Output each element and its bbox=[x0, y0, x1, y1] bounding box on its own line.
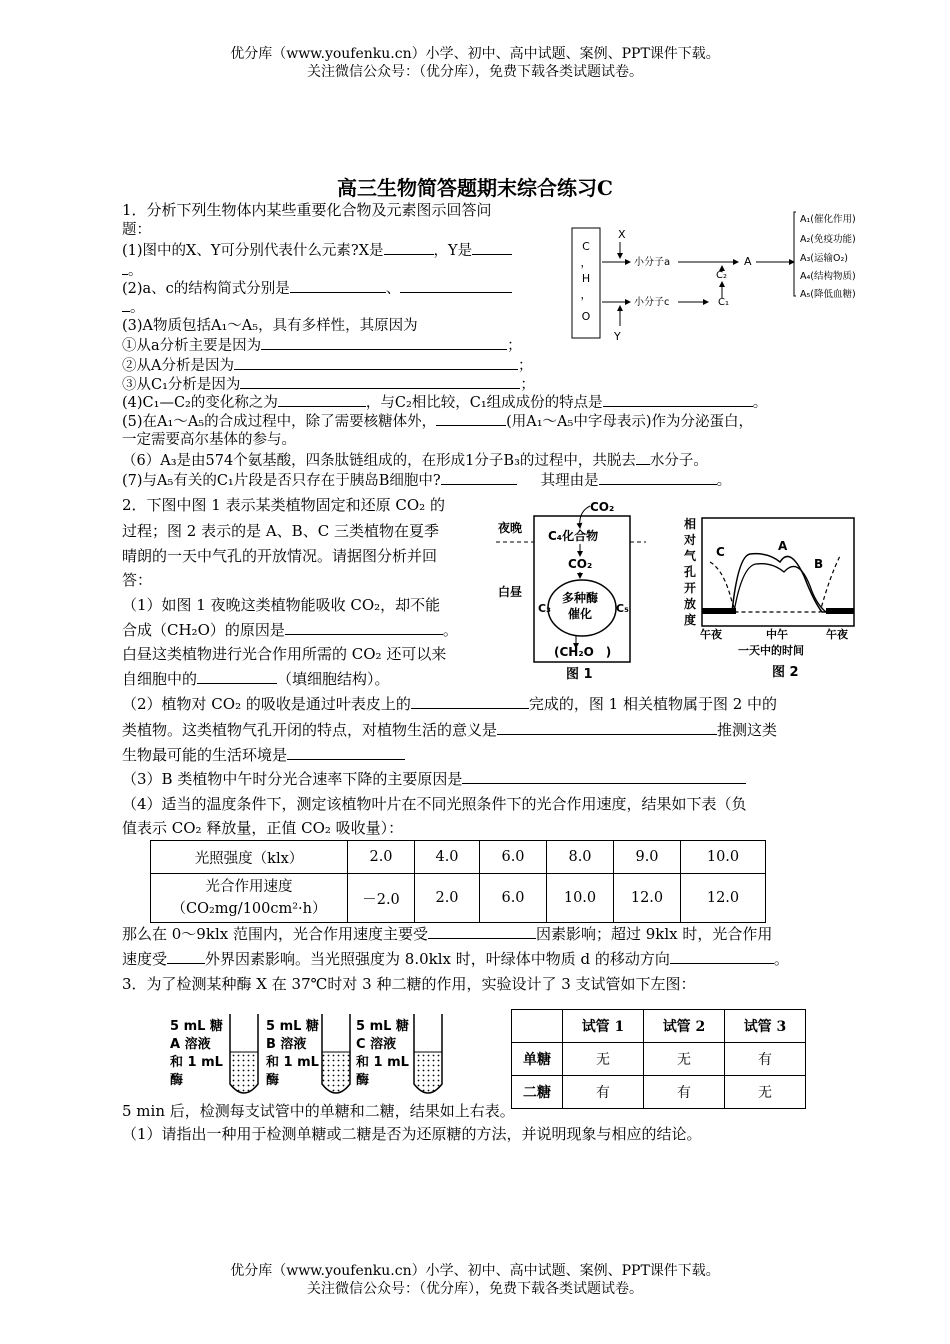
tube-3 bbox=[414, 1014, 442, 1093]
tube3-l4: 酶 bbox=[356, 1073, 370, 1088]
answer-blank[interactable] bbox=[234, 355, 518, 370]
q2-a1: （1）如图 1 夜晚这类植物能吸收 CO₂，却不能 bbox=[122, 596, 441, 614]
x-tick-noon: 中午 bbox=[766, 628, 788, 641]
answer-blank[interactable] bbox=[497, 720, 717, 735]
label-enzyme-1: 多种酶 bbox=[562, 591, 599, 605]
table-cell: 10.0 bbox=[681, 841, 766, 874]
table-cell: 单糖 bbox=[512, 1043, 563, 1076]
header-line-1: 优分库（www.youfenku.cn）小学、初中、高中试题、案例、PPT课件下载。 bbox=[230, 46, 720, 62]
q1-s2-end bbox=[122, 297, 145, 318]
q1-s2c: 。 bbox=[130, 300, 145, 316]
a-item: A₄(结构物质) bbox=[800, 271, 856, 282]
q2-a4 bbox=[122, 667, 390, 691]
x-axis-label: 一天中的时间 bbox=[738, 644, 804, 657]
y-label-char: 相 bbox=[684, 517, 697, 531]
label-curve-a: A bbox=[778, 539, 788, 553]
q1-s4a: (4)C₁—C₂的变化称之为 bbox=[122, 395, 278, 411]
label-c4: C₄化合物 bbox=[548, 529, 599, 543]
q1-s5b: (用A₁～A₅中字母表示)作为分泌蛋白， bbox=[506, 414, 753, 430]
answer-blank[interactable] bbox=[261, 335, 507, 350]
x-tick-midnight-left: 午夜 bbox=[700, 628, 722, 641]
table-row bbox=[151, 874, 766, 923]
q1-s7 bbox=[122, 470, 731, 491]
table-cell bbox=[151, 874, 348, 923]
bracket bbox=[794, 212, 796, 296]
a-item: A₅(降低血糖) bbox=[800, 289, 856, 300]
tube1-l3: 和 1 mL bbox=[170, 1055, 223, 1070]
q1-s2 bbox=[122, 278, 512, 299]
table-cell: 2.0 bbox=[348, 841, 415, 874]
label-c5: C₅ bbox=[616, 602, 629, 615]
q2-b2-text: 类植物。这类植物气孔开闭的特点，对植物生活的意义是 bbox=[122, 721, 498, 739]
q2-a2 bbox=[122, 618, 458, 642]
table-cell: 无 bbox=[563, 1043, 644, 1076]
table-cell: 6.0 bbox=[480, 841, 547, 874]
q3-intro: 3．为了检测某种酶 X 在 37℃时对 3 种二糖的作用，实验设计了 3 支试管如下左图： bbox=[122, 975, 696, 993]
curve-a bbox=[702, 554, 854, 612]
table-cell: 4.0 bbox=[415, 841, 480, 874]
label-small-c: 小分子c bbox=[634, 297, 670, 308]
table-cell: 无 bbox=[725, 1076, 806, 1109]
table-cell: 6.0 bbox=[480, 874, 547, 923]
header-line-2: 关注微信公众号：（优分库），免费下载各类试题试卷。 bbox=[307, 64, 643, 80]
a-item: A₂(免疫功能) bbox=[800, 234, 856, 245]
q1-s7b: 其理由是 bbox=[540, 473, 599, 489]
tube2-l2: B 溶液 bbox=[266, 1037, 307, 1052]
tube2-l3: 和 1 mL bbox=[266, 1055, 319, 1070]
table-cell: 二糖 bbox=[512, 1076, 563, 1109]
q1-s3-2 bbox=[122, 355, 532, 376]
table-header-cell bbox=[512, 1010, 563, 1043]
answer-blank[interactable] bbox=[167, 949, 205, 964]
q2-a2-end: 。 bbox=[442, 621, 458, 639]
q1-s4b: ，与C₂相比较，C₁组成成份的特点是 bbox=[365, 395, 603, 411]
tube1-l2: A 溶液 bbox=[170, 1037, 211, 1052]
label-curve-b: B bbox=[814, 557, 824, 571]
q1-s3-2-text: ②从A分析是因为 bbox=[122, 358, 234, 374]
q1-s3-1-end: ； bbox=[507, 338, 522, 354]
sugar-result-table bbox=[511, 1009, 806, 1109]
q1-s4c: 。 bbox=[752, 395, 768, 411]
label-c1: C₁ bbox=[718, 297, 729, 308]
q2-c1 bbox=[122, 767, 746, 791]
q2-p2: 过程；图 2 表示的是 A、B、C 三类植物在夏季 bbox=[122, 522, 439, 540]
q1-s2a: (2)a、c的结构简式分别是 bbox=[122, 281, 290, 297]
q1-intro-a: 1．分析下列生物体内某些重要化合物及元素图示回答问 bbox=[122, 201, 492, 219]
q2-e1 bbox=[122, 922, 772, 946]
q1-s5a: (5)在A₁～A₅的合成过程中，除了需要核糖体外， bbox=[122, 414, 437, 430]
y-label-char: 气 bbox=[684, 549, 697, 563]
label-co2-mid: CO₂ bbox=[568, 557, 593, 571]
table-cell: －2.0 bbox=[348, 874, 415, 923]
label-x: X bbox=[618, 228, 626, 241]
q3-question-1: （1）请指出一种用于检测单糖或二糖是否为还原糖的方法，并说明现象与相应的结论。 bbox=[122, 1125, 702, 1143]
curve-b bbox=[702, 564, 826, 612]
fig1-caption: 图 1 bbox=[566, 667, 593, 682]
element-c: C bbox=[582, 240, 590, 253]
label-c3: C₃ bbox=[538, 602, 551, 615]
q2-b1-text: （2）植物对 CO₂ 的吸收是通过叶表皮上的 bbox=[122, 695, 411, 713]
q1-s3: (3)A物质包括A₁～A₅，具有多样性，其原因为 bbox=[122, 318, 418, 334]
a-item: A₃(运输O₂) bbox=[800, 253, 849, 264]
table-header-cell: 试管 2 bbox=[644, 1010, 725, 1043]
q2-e1a: 那么在 0～9klx 范围内，光合作用速度主要受 bbox=[122, 925, 428, 943]
q1-s6 bbox=[122, 450, 708, 471]
q1-s5 bbox=[122, 411, 753, 432]
label-a: A bbox=[744, 255, 752, 268]
answer-blank[interactable] bbox=[599, 470, 717, 485]
answer-blank[interactable] bbox=[240, 374, 520, 389]
table-row bbox=[512, 1043, 806, 1076]
element-o: O bbox=[581, 310, 591, 323]
tube3-l3: 和 1 mL bbox=[356, 1055, 409, 1070]
answer-blank[interactable] bbox=[285, 620, 443, 635]
table-cell: 12.0 bbox=[614, 874, 681, 923]
q2-a4-text: 自细胞中的 bbox=[122, 670, 198, 688]
answer-blank[interactable] bbox=[384, 240, 434, 255]
q2-a4-end: （填细胞结构）。 bbox=[277, 670, 390, 688]
answer-blank[interactable] bbox=[400, 278, 512, 293]
table-cell: 8.0 bbox=[547, 841, 614, 874]
night-bar-right bbox=[826, 608, 854, 614]
answer-blank[interactable] bbox=[411, 694, 529, 709]
q2-b1 bbox=[122, 692, 777, 716]
q1-s7c: 。 bbox=[716, 473, 732, 489]
q2-e2c: 。 bbox=[773, 950, 789, 968]
light-photosynthesis-table bbox=[150, 840, 766, 923]
footer-line-2: 关注微信公众号：（优分库），免费下载各类试题试卷。 bbox=[307, 1281, 643, 1297]
element-comma: ， bbox=[580, 288, 592, 301]
answer-blank[interactable] bbox=[462, 769, 746, 784]
tube1-l1: 5 mL 糖 bbox=[170, 1019, 223, 1034]
q1-s2b: 、 bbox=[385, 281, 401, 297]
label-night: 夜晚 bbox=[498, 521, 523, 535]
table-cell: 有 bbox=[644, 1076, 725, 1109]
tube-2 bbox=[322, 1014, 350, 1093]
q2-d1: （4）适当的温度条件下，测定该植物叶片在不同光照条件下的光合作用速度，结果如下表（负 bbox=[122, 795, 747, 813]
element-comma: ， bbox=[580, 256, 592, 269]
answer-blank[interactable] bbox=[670, 949, 774, 964]
label-y: Y bbox=[614, 330, 621, 343]
table-row bbox=[512, 1010, 806, 1043]
answer-blank[interactable] bbox=[472, 240, 512, 255]
q2-c1-text: （3）B 类植物中午时分光合速率下降的主要原因是 bbox=[122, 770, 463, 788]
footer-line-1: 优分库（www.youfenku.cn）小学、初中、高中试题、案例、PPT课件下载。 bbox=[230, 1263, 720, 1279]
table-cell: 有 bbox=[725, 1043, 806, 1076]
label-enzyme-2: 催化 bbox=[568, 607, 593, 621]
y-label-char: 对 bbox=[684, 533, 697, 547]
tube3-l1: 5 mL 糖 bbox=[356, 1019, 409, 1034]
answer-blank[interactable] bbox=[287, 745, 405, 760]
q1-intro-b: 题： bbox=[122, 222, 151, 238]
q1-s3-3-text: ③从C₁分析是因为 bbox=[122, 377, 241, 393]
q1-s1a: (1)图中的X、Y可分别代表什么元素?X是 bbox=[122, 243, 384, 259]
q3-after: 5 min 后，检测每支试管中的单糖和二糖，结果如上右表。 bbox=[122, 1102, 515, 1120]
answer-blank[interactable] bbox=[197, 669, 277, 684]
table-cell: 12.0 bbox=[681, 874, 766, 923]
q1-s6b: 水分子。 bbox=[649, 453, 708, 469]
y-label-char: 放 bbox=[684, 597, 697, 611]
figure-2 bbox=[680, 516, 860, 682]
table-row bbox=[512, 1076, 806, 1109]
q1-s5c: 一定需要高尔基体的参与。 bbox=[122, 432, 296, 448]
q2-e1b: 因素影响；超过 9klx 时，光合作用 bbox=[535, 925, 773, 943]
q2-d2: 值表示 CO₂ 释放量，正值 CO₂ 吸收量）： bbox=[122, 819, 404, 837]
q2-b2-end: 推测这类 bbox=[717, 721, 778, 739]
arrow bbox=[580, 506, 590, 528]
table-row bbox=[151, 841, 766, 874]
q1-s3-1 bbox=[122, 335, 522, 356]
fig2-caption: 图 2 bbox=[772, 665, 799, 680]
q1-s6a: （6）A₃是由574个氨基酸，四条肽链组成的，在形成1分子B₃的过程中，共脱去 bbox=[122, 453, 636, 469]
table-cell: 有 bbox=[563, 1076, 644, 1109]
label-day: 白昼 bbox=[498, 585, 523, 599]
y-label-char: 开 bbox=[684, 581, 697, 595]
q2-e2 bbox=[122, 947, 789, 971]
answer-blank[interactable] bbox=[603, 392, 753, 407]
q2-b1-end: 完成的，图 1 相关植物属于图 2 中的 bbox=[528, 695, 778, 713]
answer-blank[interactable] bbox=[436, 411, 506, 426]
y-label-char: 度 bbox=[684, 613, 697, 627]
table-cell: 10.0 bbox=[547, 874, 614, 923]
table-cell: 光照强度（klx） bbox=[151, 841, 348, 874]
element-h: H bbox=[581, 272, 591, 285]
answer-blank[interactable] bbox=[278, 392, 366, 407]
q1-s1c: 。 bbox=[128, 263, 143, 279]
q2-p3: 晴朗的一天中气孔的开放情况。请据图分析并回 bbox=[122, 547, 438, 565]
table-cell: 9.0 bbox=[614, 841, 681, 874]
q2-a2-text: 合成（CH₂O）的原因是 bbox=[122, 621, 285, 639]
label-small-a: 小分子a bbox=[634, 257, 671, 268]
q1-s3-2-end: ； bbox=[517, 358, 533, 374]
q2-p1: 2．下图中图 1 表示某类植物固定和还原 CO₂ 的 bbox=[122, 496, 445, 514]
q1-s1b: ，Y是 bbox=[433, 243, 473, 259]
tube3-l2: C 溶液 bbox=[356, 1037, 397, 1052]
tube2-l1: 5 mL 糖 bbox=[266, 1019, 319, 1034]
label-curve-c: C bbox=[716, 545, 725, 559]
q1-s4 bbox=[122, 392, 767, 413]
tube1-l4: 酶 bbox=[170, 1073, 184, 1088]
test-tubes-figure bbox=[166, 1008, 456, 1102]
q2-b2 bbox=[122, 718, 777, 742]
answer-blank[interactable] bbox=[428, 924, 536, 939]
x-tick-midnight-right: 午夜 bbox=[826, 628, 848, 641]
night-bar-left bbox=[702, 608, 736, 614]
a-item: A₁(催化作用) bbox=[800, 214, 856, 225]
row-label-b: （CO₂mg/100cm²·h） bbox=[171, 901, 327, 917]
q2-a3: 白昼这类植物进行光合作用所需的 CO₂ 还可以来 bbox=[122, 645, 447, 663]
answer-blank[interactable] bbox=[122, 297, 130, 312]
label-co2-top: CO₂ bbox=[590, 500, 615, 514]
page-title: 高三生物简答题期末综合练习C bbox=[337, 176, 613, 200]
label-ch2o: (CH₂O ) bbox=[554, 645, 612, 659]
row-label-a: 光合作用速度 bbox=[205, 879, 293, 895]
q1-s1 bbox=[122, 240, 512, 261]
table-cell: 无 bbox=[644, 1043, 725, 1076]
answer-blank[interactable] bbox=[290, 278, 386, 293]
table-header-cell: 试管 1 bbox=[563, 1010, 644, 1043]
tube-1 bbox=[230, 1014, 258, 1093]
table-cell: 2.0 bbox=[415, 874, 480, 923]
answer-blank[interactable] bbox=[636, 450, 650, 465]
y-label-char: 孔 bbox=[684, 565, 697, 579]
q2-p4: 答： bbox=[122, 571, 153, 589]
q1-compound-diagram bbox=[568, 206, 868, 346]
q2-b3 bbox=[122, 743, 405, 767]
figure-1 bbox=[496, 498, 646, 684]
q2-e2a: 速度受 bbox=[122, 950, 168, 968]
answer-blank[interactable] bbox=[441, 470, 517, 485]
table-header-cell: 试管 3 bbox=[725, 1010, 806, 1043]
tube2-l4: 酶 bbox=[266, 1073, 280, 1088]
q1-s3-3-end: ； bbox=[520, 377, 535, 393]
q2-e2b: 外界因素影响。当光照强度为 8.0klx 时，叶绿体中物质 d 的移动方向 bbox=[205, 950, 670, 968]
q1-s3-1-text: ①从a分析主要是因为 bbox=[122, 338, 262, 354]
q1-s7a: (7)与A₅有关的C₁片段是否只存在于胰岛B细胞中? bbox=[122, 473, 441, 489]
label-c2: C₂ bbox=[716, 270, 727, 281]
q2-b3-text: 生物最可能的生活环境是 bbox=[122, 746, 288, 764]
